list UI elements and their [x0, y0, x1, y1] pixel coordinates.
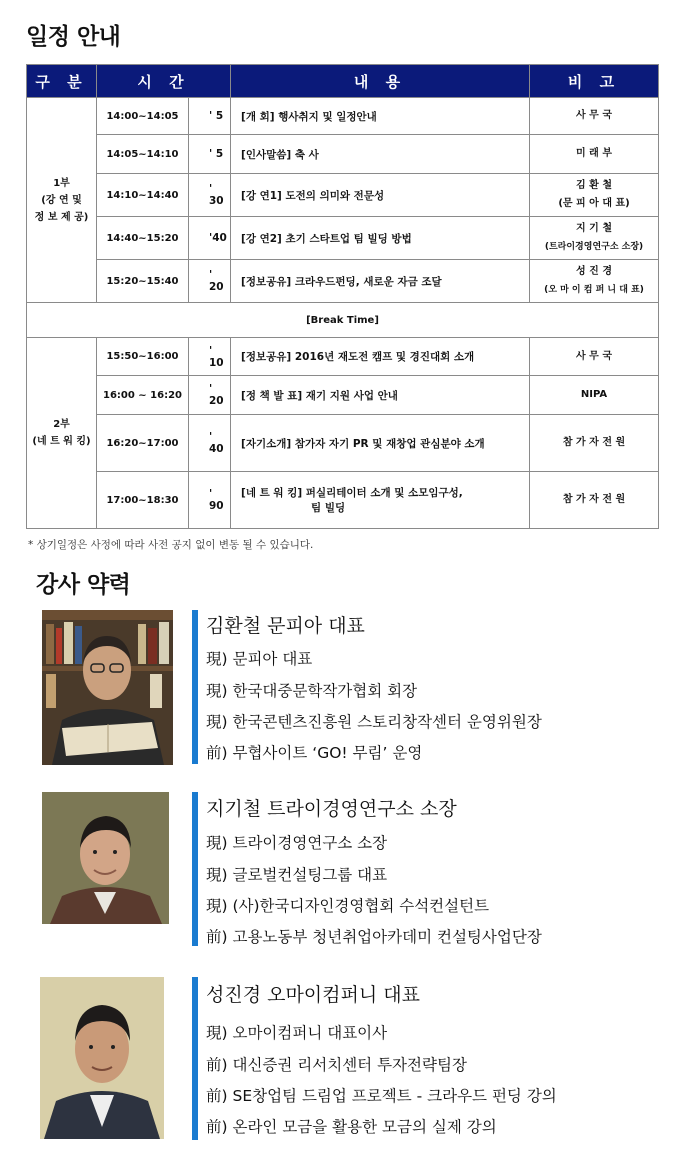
schedule-header-row	[27, 65, 659, 98]
note-cell	[530, 174, 659, 217]
header-note: 비 고	[530, 65, 659, 98]
speaker-accent-bar	[192, 977, 198, 1140]
note-line: (문 피 아 대 표)	[558, 198, 630, 209]
duration-cell: ' 5	[189, 98, 231, 135]
speaker-career-line: 前) 온라인 모금을 활용한 모금의 실제 강의	[206, 1118, 497, 1136]
note-line: 사 무 국	[576, 350, 612, 362]
time-cell: 15:50~16:00	[97, 338, 189, 376]
note-cell	[530, 415, 659, 472]
time-cell: 16:20~17:00	[97, 415, 189, 472]
speaker-name: 김환철 문피아 대표	[206, 615, 365, 637]
part2-label-line: (네 트 워 킹)	[32, 436, 91, 447]
table-row	[27, 376, 659, 415]
table-row	[27, 415, 659, 472]
duration-cell: ' 20	[189, 260, 231, 303]
note-cell	[530, 338, 659, 376]
schedule-footnote: * 상기일정은 사정에 따라 사전 공지 없이 변동 될 수 있습니다.	[28, 539, 314, 551]
header-content: 내 용	[231, 65, 530, 98]
time-cell: 14:00~14:05	[97, 98, 189, 135]
table-row	[27, 472, 659, 529]
speaker-career-line: 前) SE창업팀 드림업 프로젝트 - 크라우드 펀딩 강의	[206, 1087, 557, 1105]
speaker-name: 성진경 오마이컴퍼니 대표	[206, 984, 420, 1006]
note-line: 미 래 부	[576, 148, 612, 159]
schedule-table	[26, 64, 659, 529]
time-cell: 14:10~14:40	[97, 174, 189, 217]
content-line: [네 트 워 킹] 퍼실리테이터 소개 및 소모임구성,	[241, 487, 463, 499]
note-line: (오 마 이 컴 퍼 니 대 표)	[544, 285, 644, 295]
time-cell: 15:20~15:40	[97, 260, 189, 303]
note-cell	[530, 376, 659, 415]
speaker-career-line: 現) 트라이경영연구소 소장	[206, 834, 388, 852]
note-line: 사 무 국	[576, 110, 612, 121]
note-cell	[530, 217, 659, 260]
speaker-accent-bar	[192, 792, 198, 946]
part2-label-line: 2부	[53, 419, 70, 430]
table-row	[27, 217, 659, 260]
content-cell: [개 회] 행사취지 및 일정안내	[231, 98, 530, 135]
part1-label	[27, 98, 97, 303]
content-cell: [정보공유] 2016년 재도전 캠프 및 경진대회 소개	[231, 338, 530, 376]
duration-cell: ' 90	[189, 472, 231, 529]
break-row	[27, 303, 659, 338]
note-cell	[530, 260, 659, 303]
bio-section-title: 강사 약력	[36, 572, 131, 598]
speaker-photo	[40, 977, 164, 1139]
content-cell: [인사말씀] 축 사	[231, 135, 530, 174]
table-row	[27, 260, 659, 303]
content-cell	[231, 472, 530, 529]
header-time: 시 간	[97, 65, 231, 98]
content-cell: [자기소개] 참가자 자기 PR 및 재창업 관심분야 소개	[231, 415, 530, 472]
speaker-photo	[42, 792, 169, 924]
schedule-title: 일정 안내	[26, 24, 121, 50]
speaker-career-line: 現) 한국콘텐츠진흥원 스토리창작센터 운영위원장	[206, 713, 542, 731]
note-cell	[530, 135, 659, 174]
table-row	[27, 338, 659, 376]
part1-label-line: 1부	[53, 177, 70, 189]
content-cell: [정보공유] 크라우드펀딩, 새로운 자금 조달	[231, 260, 530, 303]
speaker-accent-bar	[192, 610, 198, 764]
part2-label	[27, 338, 97, 529]
note-line: NIPA	[580, 389, 608, 400]
duration-cell: ' 40	[189, 415, 231, 472]
part1-label-line: (강 연 및	[41, 194, 82, 206]
table-row	[27, 174, 659, 217]
time-cell: 14:05~14:10	[97, 135, 189, 174]
header-category: 구 분	[27, 65, 97, 98]
time-cell: 14:40~15:20	[97, 217, 189, 260]
note-line: 성 진 경	[576, 266, 612, 277]
speaker-career-line: 現) 글로벌컨설팅그룹 대표	[206, 866, 388, 884]
duration-cell: '40	[189, 217, 231, 260]
speaker-photo	[42, 610, 173, 765]
speaker-career-line: 前) 무협사이트 ‘GO! 무림’ 운영	[206, 744, 423, 762]
duration-cell: ' 30	[189, 174, 231, 217]
speaker-name: 지기철 트라이경영연구소 소장	[206, 798, 457, 820]
content-cell: [정 책 발 표] 재기 지원 사업 안내	[231, 376, 530, 415]
note-line: 참 가 자 전 원	[562, 494, 626, 505]
table-row	[27, 98, 659, 135]
speaker-career-line: 現) 한국대중문학작가협회 회장	[206, 682, 418, 700]
time-cell: 16:00 ~ 16:20	[97, 376, 189, 415]
time-cell: 17:00~18:30	[97, 472, 189, 529]
speaker-career-line: 前) 고용노동부 청년취업아카데미 컨설팅사업단장	[206, 928, 542, 946]
part1-label-line: 정 보 제 공)	[34, 211, 89, 223]
note-line: 참 가 자 전 원	[562, 437, 626, 448]
speaker-career-line: 前) 대신증권 리서치센터 투자전략팀장	[206, 1056, 467, 1074]
speaker-career-line: 現) 문피아 대표	[206, 650, 313, 668]
content-cell: [강 연1] 도전의 의미와 전문성	[231, 174, 530, 217]
break-label: [Break Time]	[27, 303, 659, 338]
duration-cell: ' 10	[189, 338, 231, 376]
note-line: 지 기 철	[576, 223, 612, 234]
duration-cell: ' 5	[189, 135, 231, 174]
note-cell	[530, 472, 659, 529]
speaker-career-line: 現) (사)한국디자인경영협회 수석컨설턴트	[206, 897, 490, 915]
content-cell: [강 연2] 초기 스타트업 팀 빌딩 방법	[231, 217, 530, 260]
speaker-career-line: 現) 오마이컴퍼니 대표이사	[206, 1024, 388, 1042]
note-line: 김 환 철	[576, 180, 612, 191]
note-line: (트라이경영연구소 소장)	[544, 242, 644, 252]
duration-cell: ' 20	[189, 376, 231, 415]
table-row	[27, 135, 659, 174]
note-cell	[530, 98, 659, 135]
content-line: 팀 빌딩	[311, 502, 346, 514]
